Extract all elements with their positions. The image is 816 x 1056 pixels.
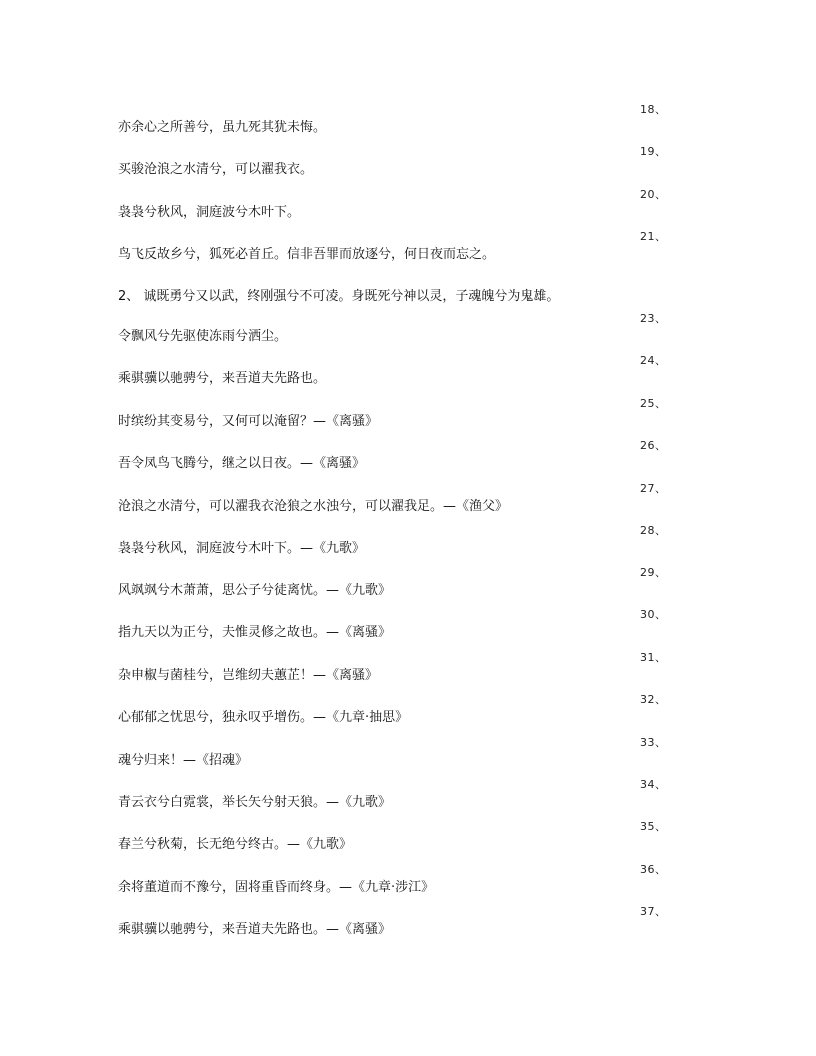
item-number: 18、 xyxy=(640,103,667,116)
item-number: 28、 xyxy=(640,524,667,537)
item-text: 风飒飒兮木萧萧，思公子兮徒离忧。—《九歌》 xyxy=(118,583,392,598)
item-text: 春兰兮秋菊，长无绝兮终古。—《九歌》 xyxy=(118,837,353,852)
item-number: 23、 xyxy=(640,312,667,325)
item-text: 时缤纷其变易兮，又何可以淹留？—《离骚》 xyxy=(118,414,379,429)
item-number: 26、 xyxy=(640,439,667,452)
item-text: 鸟飞反故乡兮，狐死必首丘。信非吾罪而放逐兮，何日夜而忘之。 xyxy=(118,247,496,262)
item-text: 指九天以为正兮，夫惟灵修之故也。—《离骚》 xyxy=(118,625,392,640)
item-number: 33、 xyxy=(640,736,667,749)
item-number: 30、 xyxy=(640,608,667,621)
item-text: 乘骐骥以驰骋兮，来吾道夫先路也。—《离骚》 xyxy=(118,922,392,937)
item-number: 29、 xyxy=(640,566,667,579)
item-text: 心郁郁之忧思兮，独永叹乎增伤。—《九章·抽思》 xyxy=(118,710,409,725)
item-number: 32、 xyxy=(640,693,667,706)
item-number: 20、 xyxy=(640,188,667,201)
item-number: 36、 xyxy=(640,863,667,876)
item-text: 袅袅兮秋风，洞庭波兮木叶下。 xyxy=(118,205,301,220)
item-text: 余将董道而不豫兮，固将重昏而终身。—《九章·涉江》 xyxy=(118,880,435,895)
item-text: 亦余心之所善兮，虽九死其犹未悔。 xyxy=(118,120,327,135)
item-number: 24、 xyxy=(640,354,667,367)
item-text: 吾令凤鸟飞腾兮，继之以日夜。—《离骚》 xyxy=(118,456,366,471)
item-text: 沧浪之水清兮，可以濯我衣沧狼之水浊兮，可以濯我足。—《渔父》 xyxy=(118,499,509,514)
item-text: 青云衣兮白霓裳，举长矢兮射天狼。—《九歌》 xyxy=(118,795,392,810)
item-text: 魂兮归来！—《招魂》 xyxy=(118,753,249,768)
item-text: 袅袅兮秋风，洞庭波兮木叶下。—《九歌》 xyxy=(118,541,366,556)
item-number: 21、 xyxy=(640,230,667,243)
item-number: 34、 xyxy=(640,778,667,791)
item-number: 25、 xyxy=(640,397,667,410)
item-text: 令飘风兮先驱使冻雨兮洒尘。 xyxy=(118,329,288,344)
item-text: 杂申椒与菌桂兮，岂维纫夫蕙芷！—《离骚》 xyxy=(118,668,379,683)
item-text: 买骏沧浪之水清兮，可以濯我衣。 xyxy=(118,162,314,177)
item-number: 27、 xyxy=(640,482,667,495)
item-text: 乘骐骥以驰骋兮，来吾道夫先路也。 xyxy=(118,371,327,386)
item-number: 37、 xyxy=(640,905,667,918)
item-number: 35、 xyxy=(640,820,667,833)
item-number: 31、 xyxy=(640,651,667,664)
item-text: 2、 诚既勇兮又以武，终刚强兮不可凌。身既死兮神以灵，子魂魄兮为鬼雄。 xyxy=(118,289,560,304)
item-number: 19、 xyxy=(640,145,667,158)
